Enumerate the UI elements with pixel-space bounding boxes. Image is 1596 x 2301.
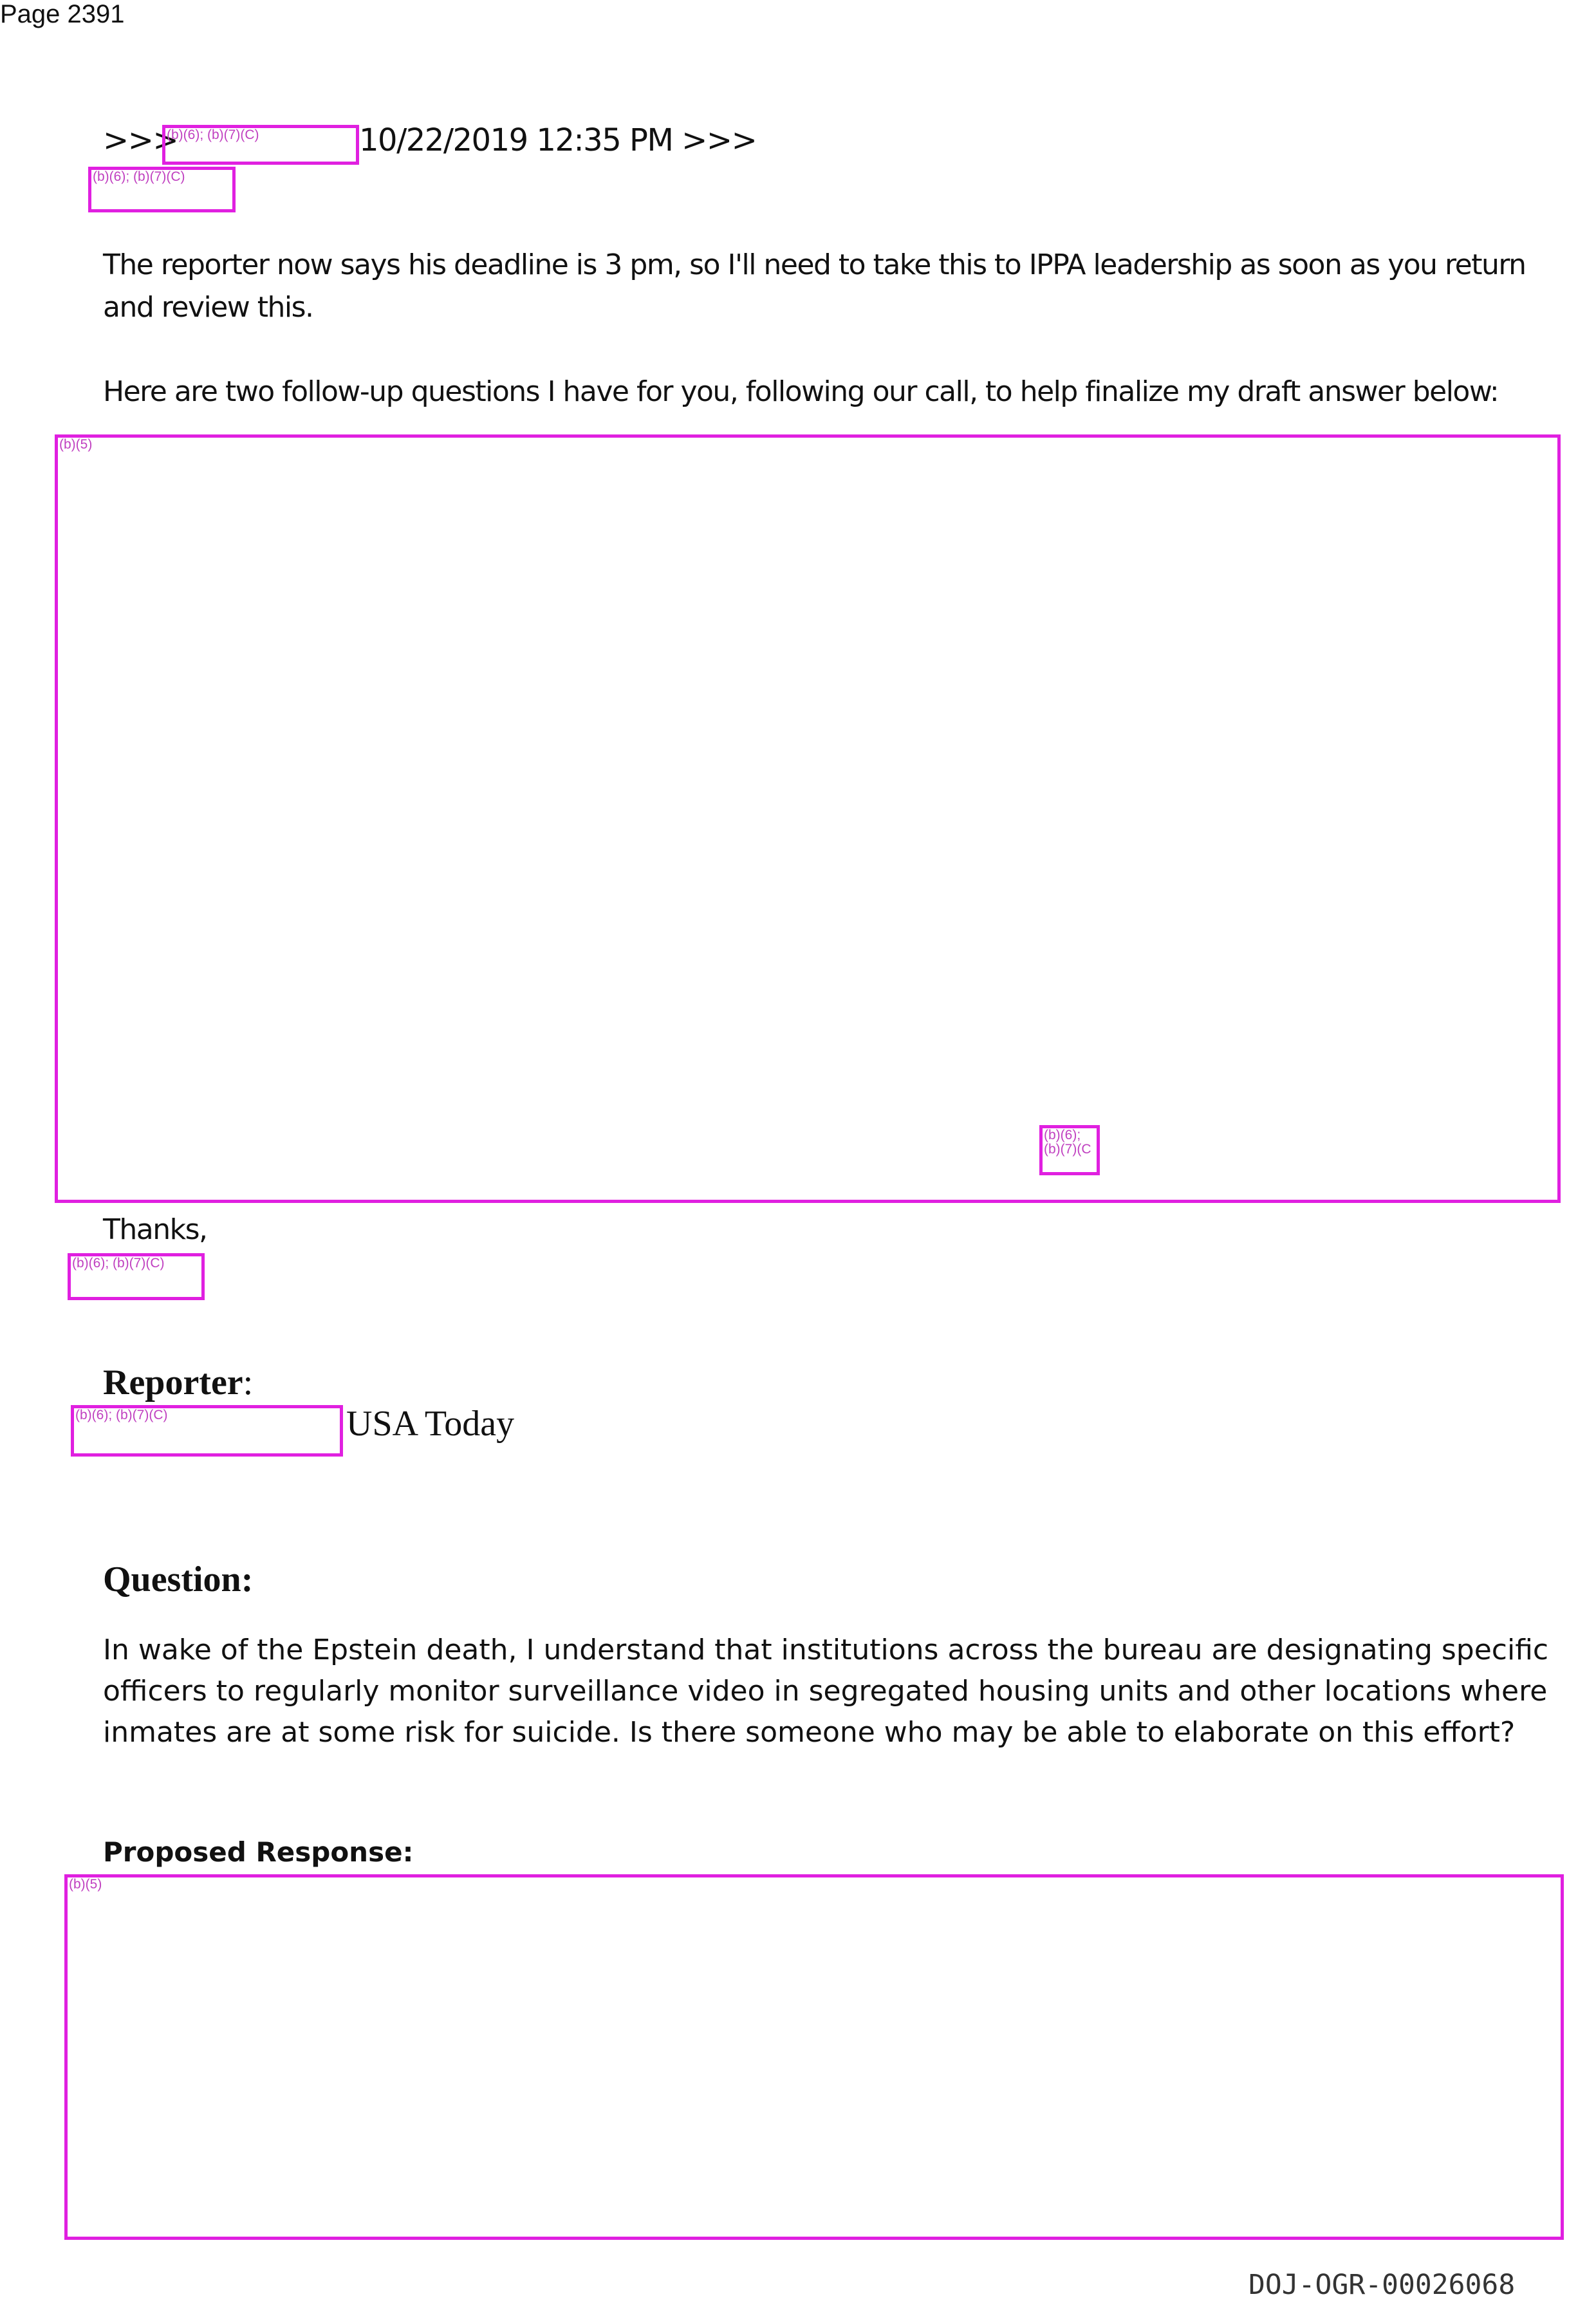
redaction-code: (b)(6); (b)(7)(C) (72, 1256, 165, 1271)
message-para2: Here are two follow-up questions I have for you, following our call, to help finalize my draft answer below: (103, 375, 1499, 408)
question-line: officers to regularly monitor surveillance video in segregated housing units and other locations where (103, 1675, 1548, 1708)
message-para1-line2: and review this. (103, 291, 313, 324)
redaction-signature (68, 1253, 205, 1300)
question-line: In wake of the Epstein death, I understand that institutions across the bureau are designating specific (103, 1634, 1549, 1666)
redaction-code: (b)(6); (b)(7)(C (1044, 1128, 1091, 1157)
question-line: inmates are at some risk for suicide. Is there someone who may be able to elaborate on this effort? (103, 1716, 1516, 1749)
proposed-response-heading: Proposed Response: (103, 1836, 414, 1868)
bates-number: DOJ-OGR-00026068 (1248, 2269, 1516, 2301)
reporter-label: Reporter (103, 1363, 243, 1402)
header-suffix: >>> (682, 122, 757, 158)
closing: Thanks, (103, 1213, 207, 1246)
reporter-colon: : (243, 1363, 254, 1402)
email-datetime: 10/22/2019 12:35 PM (359, 122, 673, 158)
redaction-code: (b)(6); (b)(7)(C) (167, 127, 259, 142)
page-label: Page 2391 (0, 0, 125, 28)
redaction-recipient (88, 167, 236, 212)
reporter-outlet: USA Today (346, 1404, 515, 1444)
question-heading: Question: (103, 1560, 254, 1599)
question-text (103, 1630, 1583, 1753)
header-prefix: >>> (103, 122, 178, 158)
redaction-code: (b)(5) (59, 437, 93, 452)
redaction-reporter-name (71, 1405, 343, 1457)
redaction-code: (b)(6); (b)(7)(C) (75, 1408, 168, 1422)
redaction-response-block (64, 1874, 1564, 2240)
redaction-sender (162, 125, 359, 165)
header-datetime (359, 122, 756, 158)
redaction-code: (b)(6); (b)(7)(C) (93, 169, 185, 184)
message-para1-line1: The reporter now says his deadline is 3 pm, so I'll need to take this to IPPA leadership as soon as you return (103, 248, 1526, 281)
reporter-heading (103, 1362, 253, 1403)
redaction-inline-name (1039, 1125, 1100, 1175)
redaction-draft-block (55, 434, 1561, 1203)
redaction-code: (b)(5) (69, 1877, 102, 1892)
